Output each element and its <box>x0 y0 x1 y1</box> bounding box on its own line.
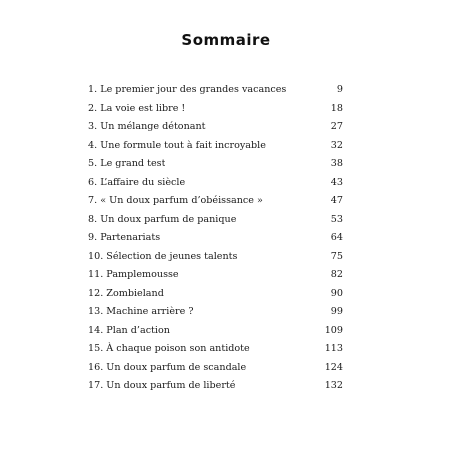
toc-entry-page: 9 <box>336 84 343 95</box>
toc-entry-13 <box>88 303 343 322</box>
toc-entry-label: 11. Pamplemousse <box>88 269 179 280</box>
toc-entry-label: 2. La voie est libre ! <box>88 102 186 114</box>
toc-entry-label: 14. Plan d’action <box>88 324 170 336</box>
toc-entry-page: 38 <box>330 158 343 169</box>
toc-entry-label: 15. À chaque poison son antidote <box>88 343 250 354</box>
toc-entry-label: 13. Machine arrière ? <box>88 306 194 317</box>
toc-entry-page: 32 <box>330 139 343 151</box>
toc-entry-page: 82 <box>330 269 343 280</box>
toc-entry-label: 8. Un doux parfum de panique <box>88 213 237 225</box>
toc-entry-page: 64 <box>330 232 343 243</box>
toc-entry-page: 47 <box>330 195 343 206</box>
toc-entry-page: 109 <box>324 324 343 336</box>
toc-entry-11 <box>88 266 343 285</box>
toc-entry-15 <box>88 340 343 359</box>
toc-entry-page: 99 <box>330 306 343 317</box>
toc-entry-2 <box>88 100 343 119</box>
table-of-contents <box>88 81 343 396</box>
toc-entry-label: 4. Une formule tout à fait incroyable <box>88 139 266 151</box>
toc-entry-label: 7. « Un doux parfum d’obéissance » <box>88 195 263 206</box>
toc-entry-label: 5. Le grand test <box>88 158 166 169</box>
toc-entry-page: 124 <box>324 361 343 373</box>
toc-entry-label: 9. Partenariats <box>88 232 161 243</box>
toc-entry-6 <box>88 174 343 193</box>
toc-entry-5 <box>88 155 343 174</box>
toc-entry-16 <box>88 359 343 378</box>
toc-entry-label: 17. Un doux parfum de liberté <box>88 380 236 391</box>
toc-entry-page: 113 <box>324 343 343 354</box>
toc-entry-label: 3. Un mélange détonant <box>88 121 206 132</box>
toc-entry-page: 75 <box>330 250 343 262</box>
toc-entry-10 <box>88 248 343 267</box>
toc-entry-label: 6. L’affaire du siècle <box>88 176 186 188</box>
toc-entry-1 <box>88 81 343 100</box>
toc-entry-label: 10. Sélection de jeunes talents <box>88 250 238 262</box>
toc-entry-page: 53 <box>330 213 343 225</box>
toc-entry-17 <box>88 377 343 396</box>
toc-entry-14 <box>88 322 343 341</box>
toc-entry-page: 27 <box>330 121 343 132</box>
toc-entry-page: 43 <box>330 176 343 188</box>
toc-entry-page: 132 <box>324 380 343 391</box>
toc-entry-page: 18 <box>330 102 343 114</box>
toc-entry-label: 1. Le premier jour des grandes vacances <box>88 84 287 95</box>
toc-entry-8 <box>88 211 343 230</box>
toc-entry-4 <box>88 137 343 156</box>
page-title: Sommaire <box>181 31 271 49</box>
toc-entry-12 <box>88 285 343 304</box>
toc-entry-9 <box>88 229 343 248</box>
toc-entry-page: 90 <box>330 287 343 299</box>
toc-entry-label: 12. Zombieland <box>88 287 164 299</box>
toc-entry-3 <box>88 118 343 137</box>
toc-entry-label: 16. Un doux parfum de scandale <box>88 361 247 373</box>
toc-entry-7 <box>88 192 343 211</box>
